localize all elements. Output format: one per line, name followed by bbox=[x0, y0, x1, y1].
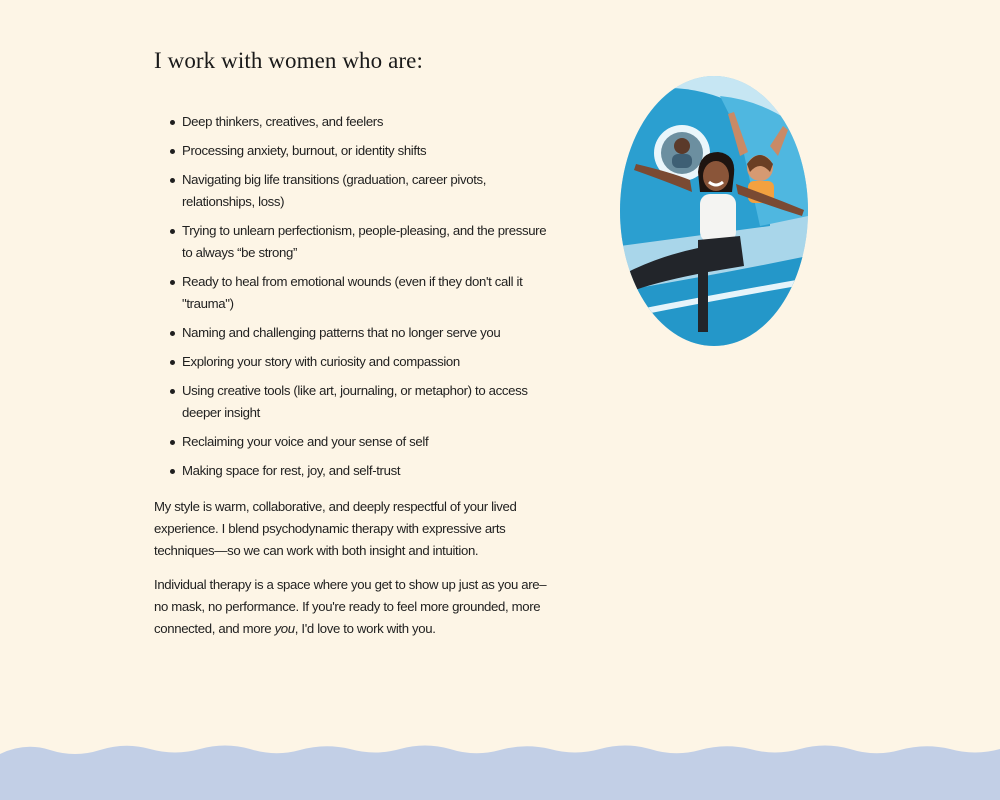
list-item: Reclaiming your voice and your sense of self bbox=[182, 431, 554, 453]
section-heading: I work with women who are: bbox=[154, 48, 423, 73]
list-item: Navigating big life transitions (graduation, career pivots, relationships, loss) bbox=[182, 169, 554, 213]
style-paragraph: My style is warm, collaborative, and deeply respectful of your lived experience. I blend psychodynamic therapy with expressive arts techniques—so we can work with both insight and intuition. bbox=[154, 499, 517, 558]
list-item: Naming and challenging patterns that no longer serve you bbox=[182, 322, 554, 344]
invitation-paragraph bbox=[154, 574, 554, 640]
women-celebrating-photo bbox=[620, 76, 808, 346]
invitation-text: Individual therapy is a space where you get to show up just as you are– no mask, no performance. If you're ready to feel more grounded, more connected, and more bbox=[154, 577, 547, 636]
list-item: Using creative tools (like art, journaling, or metaphor) to access deeper insight bbox=[182, 380, 554, 424]
photo-illustration bbox=[620, 76, 808, 346]
list-item: Making space for rest, joy, and self-trust bbox=[182, 460, 554, 482]
wave-divider bbox=[0, 740, 1000, 800]
list-item: Ready to heal from emotional wounds (even if they don't call it "trauma") bbox=[182, 271, 554, 315]
list-item: Trying to unlearn perfectionism, people-pleasing, and the pressure to always “be strong” bbox=[182, 220, 554, 264]
list-item: Processing anxiety, burnout, or identity shifts bbox=[182, 140, 554, 162]
bullet-list bbox=[154, 111, 554, 482]
main-content bbox=[154, 48, 554, 640]
invitation-emphasis: you bbox=[274, 621, 295, 636]
list-item: Exploring your story with curiosity and compassion bbox=[182, 351, 554, 373]
invitation-text-end: , I'd love to work with you. bbox=[294, 621, 436, 636]
list-item: Deep thinkers, creatives, and feelers bbox=[182, 111, 554, 133]
